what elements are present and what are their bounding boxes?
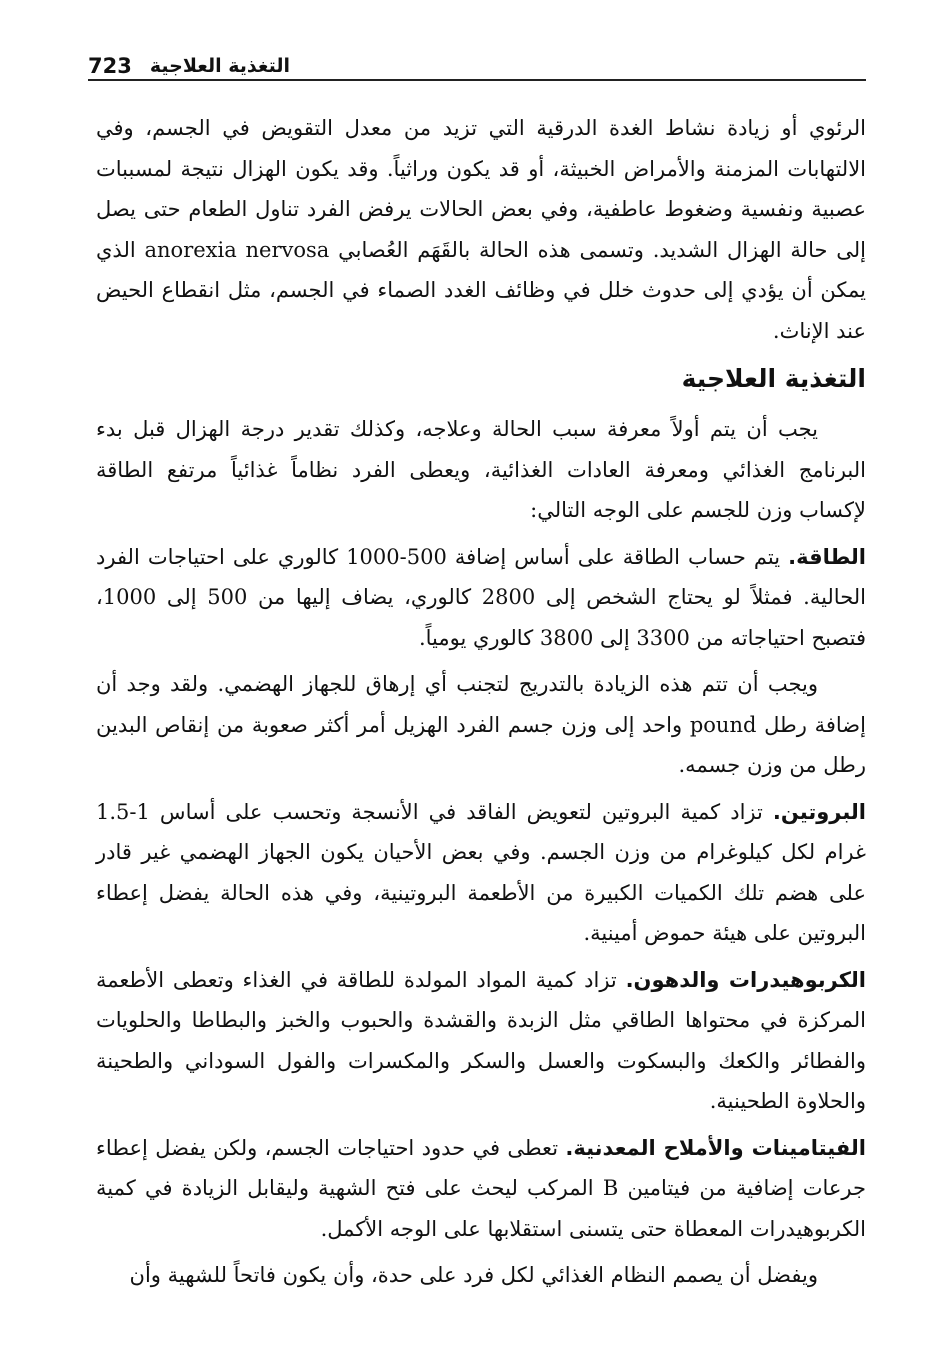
vitamins-label: الفيتامينات والأملاح المعدنية. [565, 1135, 866, 1160]
vitamins-text: تعطى في حدود احتياجات الجسم، ولكن يفضل إعطاء جرعات إضافية من فيتامين B المركب ليحث على فتح الشهية وليقابل الزيادة في كمية الكربوهيدرات المعطاة حتى يتسنى استقلابها على الوجه الأكمل. [96, 1135, 866, 1241]
carbs-label: الكربوهيدرات والدهون. [625, 967, 866, 992]
paragraph-closing: ويفضل أن يصمم النظام الغذائي لكل فرد على حدة، وأن يكون فاتحاً للشهية وأن [129, 1263, 818, 1287]
paragraph-energy [96, 537, 866, 659]
running-title: التغذية العلاجية [149, 55, 290, 77]
body-text [96, 108, 866, 1296]
paragraph-carbs [96, 960, 866, 1122]
paragraph-vitamins [96, 1128, 866, 1250]
energy-label: الطاقة. [788, 544, 866, 569]
carbs-text: تزاد كمية المواد المولدة للطاقة في الغذاء وتعطى الأطعمة المركزة في محتواها الطاقي مثل الزبدة والقشدة والحبوب والخبز والبطاطا والحلويات والفطائر والكعك والبسكوت والعسل والسكر والمكسرات والفول السوداني والطحينة والحلاوة الطحينية. [96, 967, 866, 1113]
paragraph-therapy: يجب أن يتم أولاً معرفة سبب الحالة وعلاجه، وكذلك تقدير درجة الهزال قبل بدء البرنامج الغذائي ومعرفة العادات الغذائية، ويعطى الفرد نظاماً غذائياً مرتفع الطاقة لإكساب وزن للجسم على الوجه التالي: [96, 417, 866, 522]
protein-label: البروتين. [772, 799, 866, 824]
page-number: 723 [88, 54, 132, 78]
section-heading: التغذية العلاجية [681, 364, 866, 393]
paragraph-intro: الرئوي أو زيادة نشاط الغدة الدرقية التي تزيد من معدل التقويض في الجسم، وفي الالتهابات المزمنة والأمراض الخبيثة، أو قد يكون وراثياً. وقد يكون الهزال نتيجة لمسببات عصبية ونفسية وضغوط عاطفية، وفي بعض الحالات يرفض الفرد تناول الطعام حتى يصل إلى حالة الهزال الشديد. وتسمى هذه الحالة بالقَهَم العُصابي anorexia nervosa الذي يمكن أن يؤدي إلى حدوث خلل في وظائف الغدد الصماء في الجسم، مثل انقطاع الحيض عند الإناث. [96, 116, 866, 343]
protein-text: تزاد كمية البروتين لتعويض الفاقد في الأنسجة وتحسب على أساس 1-1.5 غرام لكل كيلوغرام من وزن الجسم. وفي بعض الأحيان يكون الجهاز الهضمي غير قادر على هضم تلك الكميات الكبيرة من الأطعمة البروتينية، وفي هذه الحالة يفضل إعطاء البروتين على هيئة حموض أمينية. [96, 799, 866, 945]
energy-text: يتم حساب الطاقة على أساس إضافة 500-1000 كالوري على احتياجات الفرد الحالية. فمثلاً لو يحتاج الشخص إلى 2800 كالوري، يضاف إليها من 500 إلى 1000، فتصبح احتياجاته من 3300 إلى 3800 كالوري يومياً. [96, 544, 866, 650]
header-rule [88, 79, 866, 81]
paragraph-gradual: ويجب أن تتم هذه الزيادة بالتدريج لتجنب أي إرهاق للجهاز الهضمي. ولقد وجد أن إضافة رطل pound واحد إلى وزن جسم الفرد الهزيل أمر أكثر صعوبة من إنقاص البدين رطل من وزن جسمه. [96, 672, 866, 777]
running-header [88, 50, 866, 78]
paragraph-protein [96, 792, 866, 954]
